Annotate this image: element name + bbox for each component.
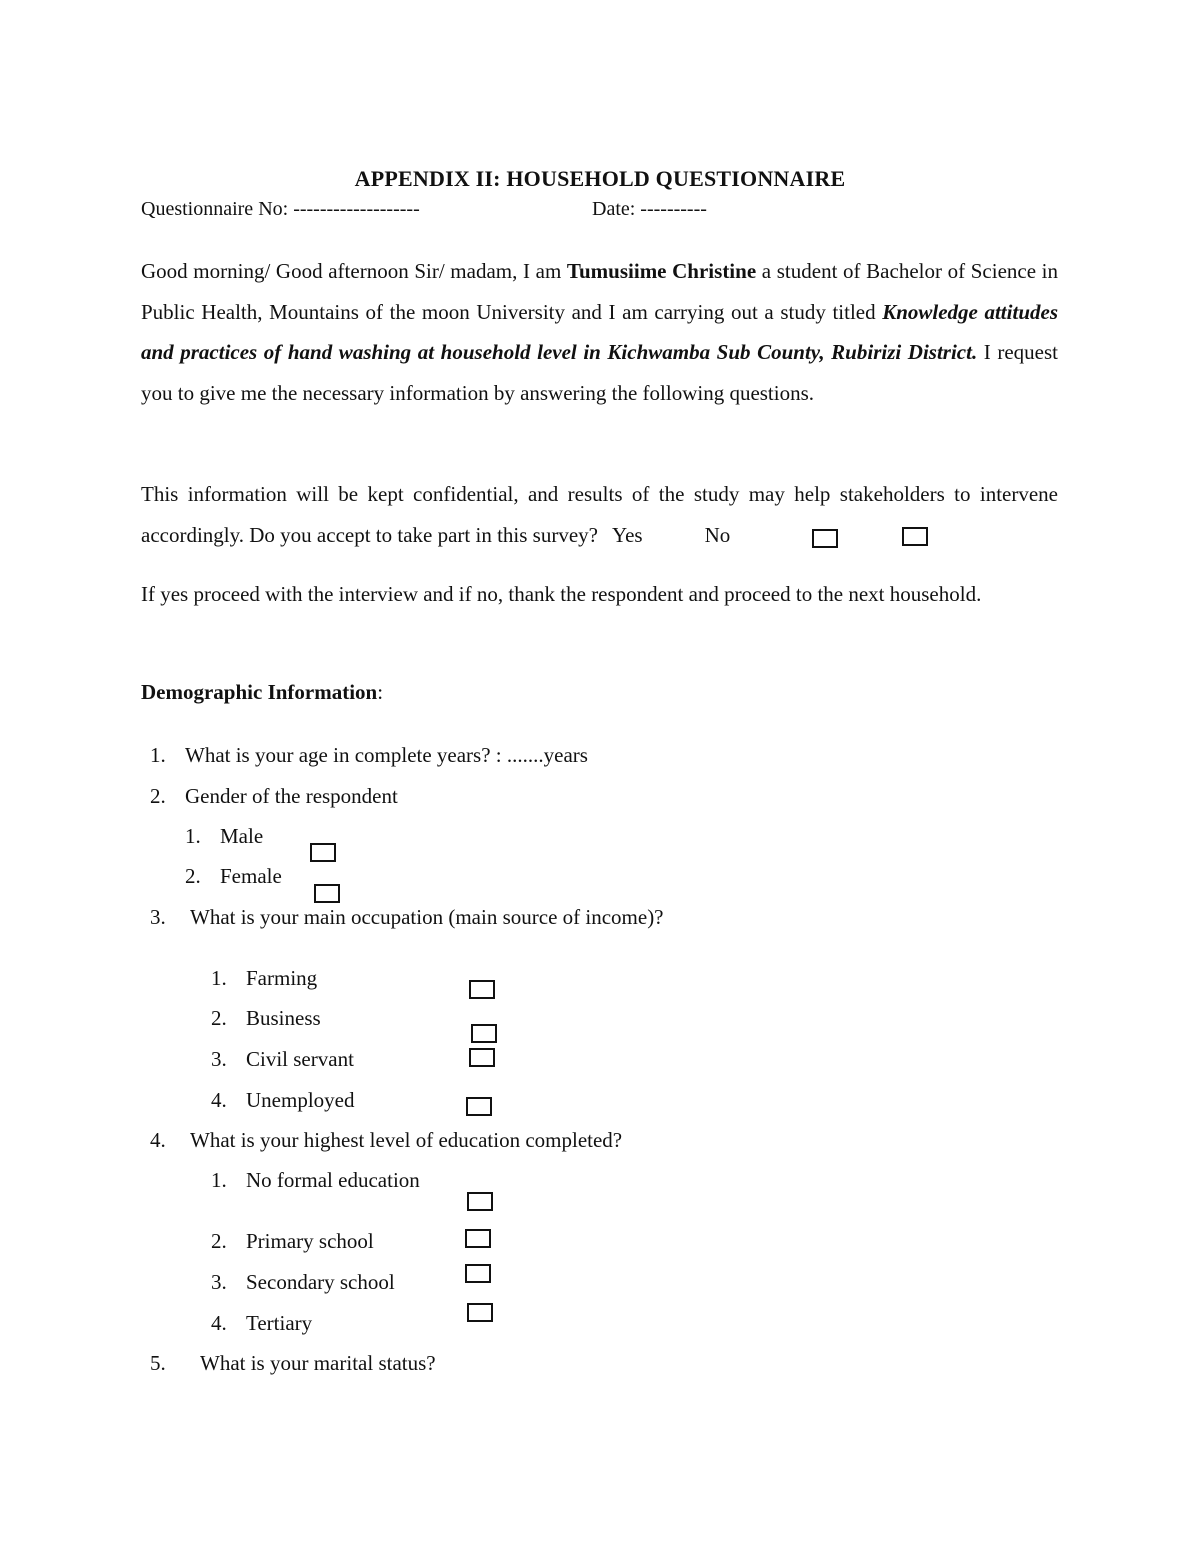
intro-text-c: I request you to give me the necessary information by answering the following questions.	[141, 340, 1058, 405]
section-heading-text: Demographic Information	[141, 680, 378, 704]
option-number: 2.	[211, 1229, 227, 1253]
option-number: 1.	[185, 824, 201, 848]
interviewer-name: Tumusiime Christine	[566, 259, 757, 283]
instruction-paragraph: If yes proceed with the interview and if no, thank the respondent and proceed to the next household.	[141, 582, 982, 606]
intro-text-b: a student of Bachelor of Science in Public Health, Mountains of the moon University and I am carrying out a study titled	[141, 259, 1058, 324]
question-4-number: 4.	[150, 1128, 166, 1152]
document-title: APPENDIX II: HOUSEHOLD QUESTIONNAIRE	[354, 166, 846, 191]
section-heading-colon: :	[377, 680, 384, 704]
option-unemployed-label: Unemployed	[246, 1088, 355, 1112]
option-civil-servant-checkbox[interactable]	[469, 1048, 495, 1067]
option-civil-servant-label: Civil servant	[246, 1047, 354, 1071]
question-3-text: What is your main occupation (main source of income)?	[190, 905, 664, 929]
option-number: 1.	[211, 966, 227, 990]
option-female-label: Female	[220, 864, 282, 888]
option-male-label: Male	[220, 824, 264, 848]
question-5-number: 5.	[150, 1351, 166, 1375]
option-number: 3.	[211, 1047, 227, 1071]
option-no-formal-education-label: No formal education	[246, 1168, 420, 1192]
study-title: Knowledge attitudes and practices of hand washing at household level in Kichwamba Sub County, Rubirizi District.	[141, 299, 1058, 364]
question-1-number: 1.	[150, 743, 166, 767]
consent-text: This information will be kept confidential, and results of the study may help stakeholders to intervene accordingly. Do you accept to take part in this survey?	[141, 482, 1058, 547]
option-tertiary-label: Tertiary	[246, 1311, 313, 1335]
date-field: Date: ----------	[592, 198, 707, 220]
section-heading	[141, 680, 383, 705]
question-4-text: What is your highest level of education completed?	[190, 1128, 623, 1152]
question-5-text: What is your marital status?	[200, 1351, 436, 1375]
option-number: 4.	[211, 1088, 227, 1112]
option-business-checkbox[interactable]	[471, 1024, 497, 1043]
option-no-formal-education-checkbox[interactable]	[467, 1192, 493, 1211]
option-primary-school-checkbox[interactable]	[465, 1229, 491, 1248]
option-business-label: Business	[246, 1006, 321, 1030]
option-female-checkbox[interactable]	[314, 884, 340, 903]
consent-no-checkbox[interactable]	[902, 527, 928, 546]
option-number: 4.	[211, 1311, 227, 1335]
consent-no-label: No	[704, 522, 731, 547]
option-farming-checkbox[interactable]	[469, 980, 495, 999]
option-primary-school-label: Primary school	[246, 1229, 374, 1253]
consent-yes-checkbox[interactable]	[812, 529, 838, 548]
intro-paragraph	[141, 251, 1058, 413]
option-number: 2.	[211, 1006, 227, 1030]
questionnaire-number-field: Questionnaire No: -------------------	[141, 198, 420, 220]
question-3-number: 3.	[150, 905, 166, 929]
question-1-text: What is your age in complete years? : .......years	[185, 743, 588, 767]
intro-text-a: Good morning/ Good afternoon Sir/ madam, I am	[141, 259, 567, 283]
option-number: 1.	[211, 1168, 227, 1192]
option-farming-label: Farming	[246, 966, 318, 990]
option-tertiary-checkbox[interactable]	[467, 1303, 493, 1322]
option-number: 3.	[211, 1270, 227, 1294]
option-secondary-school-checkbox[interactable]	[465, 1264, 491, 1283]
question-2-number: 2.	[150, 784, 166, 808]
option-unemployed-checkbox[interactable]	[466, 1097, 492, 1116]
consent-yes-label: Yes	[612, 522, 643, 547]
option-number: 2.	[185, 864, 201, 888]
question-2-text: Gender of the respondent	[185, 784, 398, 808]
option-male-checkbox[interactable]	[310, 843, 336, 862]
option-secondary-school-label: Secondary school	[246, 1270, 395, 1294]
